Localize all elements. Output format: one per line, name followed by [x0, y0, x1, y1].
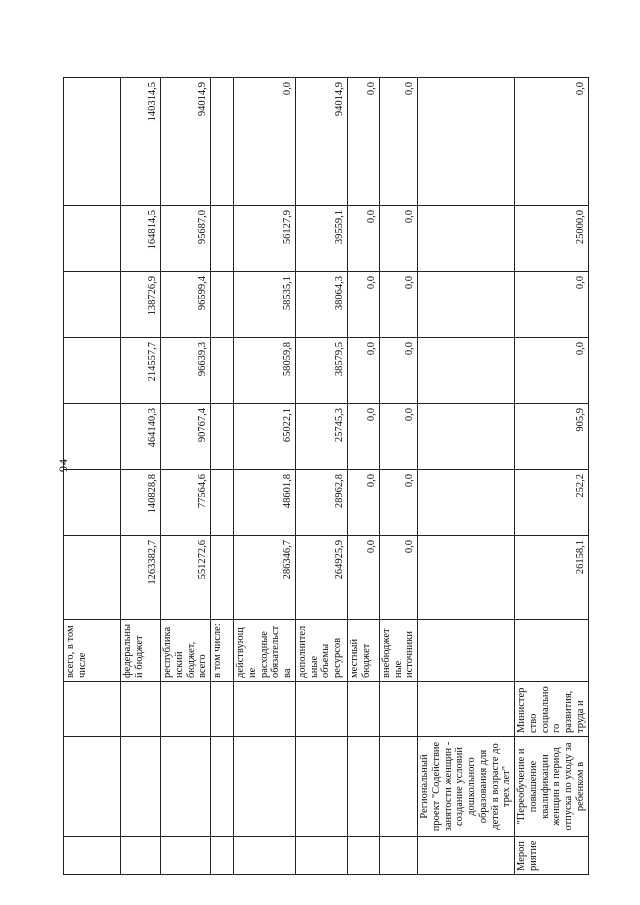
- cell-executor: [295, 682, 347, 737]
- cell-value: 140314,5: [121, 78, 161, 206]
- cell-value: 0,0: [347, 206, 379, 272]
- cell-value: 39559,1: [295, 206, 347, 272]
- cell-value: [211, 206, 234, 272]
- cell-source: федеральный бюджет: [121, 620, 161, 682]
- cell-name: Региональный проект "Содействие занятости женщин - создание условий дошкольного образования для детей в возрасте до трех лет": [418, 737, 515, 837]
- cell-value: 551272,6: [161, 536, 211, 620]
- cell-executor: [347, 682, 379, 737]
- cell-type: [295, 837, 347, 875]
- budget-table-region: [63, 78, 586, 875]
- cell-name: [234, 737, 296, 837]
- table-row-existing: [234, 78, 296, 875]
- cell-value: 38064,3: [295, 272, 347, 338]
- cell-value: 58535,1: [234, 272, 296, 338]
- cell-value: 264925,9: [295, 536, 347, 620]
- cell-name: [379, 737, 417, 837]
- cell-value: 96639,3: [161, 338, 211, 404]
- cell-value: 0,0: [379, 470, 417, 536]
- cell-name: [347, 737, 379, 837]
- cell-name: [211, 737, 234, 837]
- cell-executor: [418, 682, 515, 737]
- cell-value: 56127,9: [234, 206, 296, 272]
- cell-value: 0,0: [379, 272, 417, 338]
- cell-value: 95687,0: [161, 206, 211, 272]
- cell-source: дополнительные объемы ресурсов: [295, 620, 347, 682]
- cell-value: 26158,1: [515, 536, 589, 620]
- cell-value: [64, 78, 121, 206]
- cell-value: [418, 470, 515, 536]
- cell-source: внебюджетные источники: [379, 620, 417, 682]
- cell-value: 38579,5: [295, 338, 347, 404]
- cell-type: [234, 837, 296, 875]
- cell-value: 214557,7: [121, 338, 161, 404]
- cell-value: [418, 404, 515, 470]
- table-row-local: [347, 78, 379, 875]
- cell-value: 0,0: [379, 338, 417, 404]
- cell-source: местный бюджет: [347, 620, 379, 682]
- cell-type: [121, 837, 161, 875]
- cell-value: 0,0: [347, 338, 379, 404]
- cell-value: 464140,3: [121, 404, 161, 470]
- cell-value: 0,0: [379, 536, 417, 620]
- cell-value: [64, 272, 121, 338]
- cell-type: [379, 837, 417, 875]
- cell-name: [121, 737, 161, 837]
- cell-value: [64, 536, 121, 620]
- cell-value: [418, 536, 515, 620]
- cell-value: [418, 206, 515, 272]
- cell-name: [64, 737, 121, 837]
- cell-value: 25745,3: [295, 404, 347, 470]
- cell-value: 164814,5: [121, 206, 161, 272]
- cell-value: [211, 338, 234, 404]
- cell-value: 286346,7: [234, 536, 296, 620]
- cell-value: 28962,8: [295, 470, 347, 536]
- cell-value: 138726,9: [121, 272, 161, 338]
- cell-value: 252,2: [515, 470, 589, 536]
- cell-source: действующие расходные обязательства: [234, 620, 296, 682]
- cell-value: 0,0: [347, 470, 379, 536]
- cell-value: [64, 206, 121, 272]
- cell-value: [211, 272, 234, 338]
- cell-value: 0,0: [347, 404, 379, 470]
- cell-value: 0,0: [515, 272, 589, 338]
- table-row-extrabudget: [379, 78, 417, 875]
- cell-value: 0,0: [379, 206, 417, 272]
- cell-executor: [161, 682, 211, 737]
- table-row-federal: [121, 78, 161, 875]
- cell-value: 96599,4: [161, 272, 211, 338]
- cell-value: 0,0: [379, 78, 417, 206]
- cell-type: [347, 837, 379, 875]
- cell-executor: [121, 682, 161, 737]
- table-row-including: [211, 78, 234, 875]
- cell-value: 0,0: [347, 272, 379, 338]
- cell-value: 0,0: [347, 78, 379, 206]
- cell-value: 25000,0: [515, 206, 589, 272]
- cell-type: [64, 837, 121, 875]
- cell-value: 94014,9: [161, 78, 211, 206]
- cell-type: [418, 837, 515, 875]
- cell-value: 58059,8: [234, 338, 296, 404]
- cell-executor: [64, 682, 121, 737]
- cell-value: 65022,1: [234, 404, 296, 470]
- cell-source: всего, в том числе: [64, 620, 121, 682]
- table-row-republican: [161, 78, 211, 875]
- cell-value: [211, 404, 234, 470]
- cell-type: Мероприятие: [515, 837, 589, 875]
- cell-source: республиканский бюджет, всего: [161, 620, 211, 682]
- cell-value: 48601,8: [234, 470, 296, 536]
- budget-table: [63, 77, 589, 875]
- cell-value: 0,0: [347, 536, 379, 620]
- cell-executor: [379, 682, 417, 737]
- cell-value: 905,9: [515, 404, 589, 470]
- cell-value: 0,0: [234, 78, 296, 206]
- cell-executor: [211, 682, 234, 737]
- table-row-measure: [515, 78, 589, 875]
- cell-value: 1263382,7: [121, 536, 161, 620]
- cell-value: 140828,8: [121, 470, 161, 536]
- cell-value: 0,0: [515, 338, 589, 404]
- table-row-additional: [295, 78, 347, 875]
- cell-source: [418, 620, 515, 682]
- cell-type: [211, 837, 234, 875]
- cell-value: [64, 338, 121, 404]
- cell-value: 90767,4: [161, 404, 211, 470]
- cell-executor: [234, 682, 296, 737]
- cell-value: [211, 470, 234, 536]
- cell-name: "Переобучение и повышение квалификации женщин в период отпуска по уходу за ребенком в: [515, 737, 589, 837]
- cell-type: [161, 837, 211, 875]
- cell-value: [64, 470, 121, 536]
- page-number: 94: [56, 458, 70, 472]
- cell-source: в том числе:: [211, 620, 234, 682]
- cell-source: [515, 620, 589, 682]
- cell-value: 94014,9: [295, 78, 347, 206]
- cell-value: 77564,6: [161, 470, 211, 536]
- cell-value: [418, 272, 515, 338]
- cell-value: 0,0: [515, 78, 589, 206]
- cell-executor: Министерство социального развития, труда и: [515, 682, 589, 737]
- cell-name: [161, 737, 211, 837]
- cell-value: [418, 338, 515, 404]
- table-row-total: [64, 78, 121, 875]
- cell-value: [211, 78, 234, 206]
- cell-value: [64, 404, 121, 470]
- table-row-regional-project: [418, 78, 515, 875]
- cell-name: [295, 737, 347, 837]
- cell-value: 0,0: [379, 404, 417, 470]
- cell-value: [211, 536, 234, 620]
- cell-value: [418, 78, 515, 206]
